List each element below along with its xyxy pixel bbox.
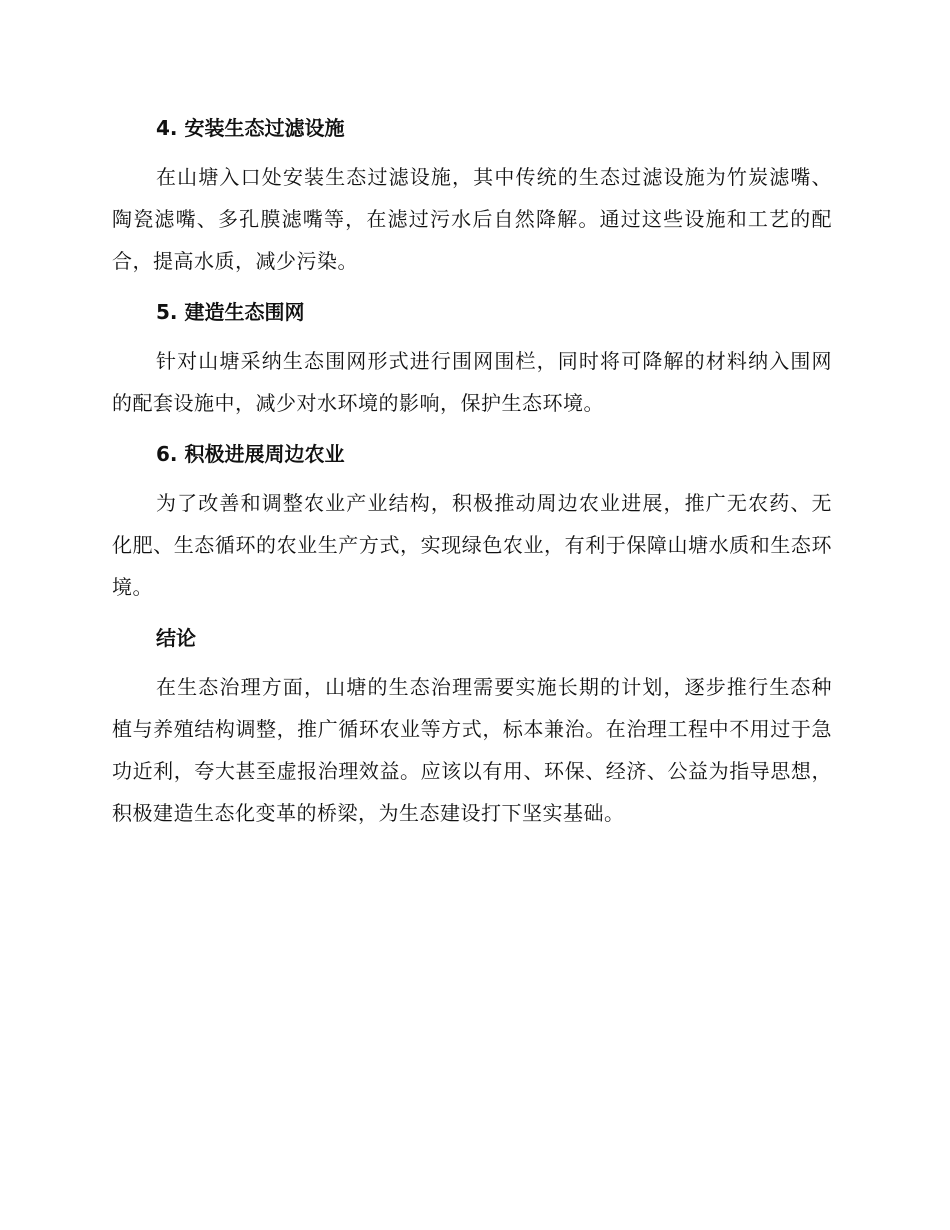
section-heading-filter-facilities: 4. 安装生态过滤设施: [156, 116, 345, 140]
section-heading-eco-net: 5. 建造生态围网: [156, 300, 305, 324]
section-body-eco-net: 针对山塘采纳生态围网形式进行围网围栏，同时将可降解的材料纳入围网的配套设施中，减少对水环境的影响，保护生态环境。: [112, 349, 832, 415]
section-heading-conclusion: 结论: [156, 626, 196, 650]
section-body-filter-facilities: 在山塘入口处安装生态过滤设施，其中传统的生态过滤设施为竹炭滤嘴、陶瓷滤嘴、多孔膜滤嘴等，在滤过污水后自然降解。通过这些设施和工艺的配合，提高水质，减少污染。: [112, 165, 832, 273]
section-body-conclusion: 在生态治理方面，山塘的生态治理需要实施长期的计划，逐步推行生态种植与养殖结构调整，推广循环农业等方式，标本兼治。在治理工程中不用过于急功近利，夸大甚至虚报治理效益。应该以有用、环保、经济、公益为指导思想，积极建造生态化变革的桥梁，为生态建设打下坚实基础。: [112, 675, 832, 825]
section-body-agriculture: 为了改善和调整农业产业结构，积极推动周边农业进展，推广无农药、无化肥、生态循环的农业生产方式，实现绿色农业，有利于保障山塘水质和生态环境。: [112, 491, 832, 599]
section-heading-agriculture: 6. 积极进展周边农业: [156, 442, 345, 466]
document-content: [112, 108, 832, 844]
